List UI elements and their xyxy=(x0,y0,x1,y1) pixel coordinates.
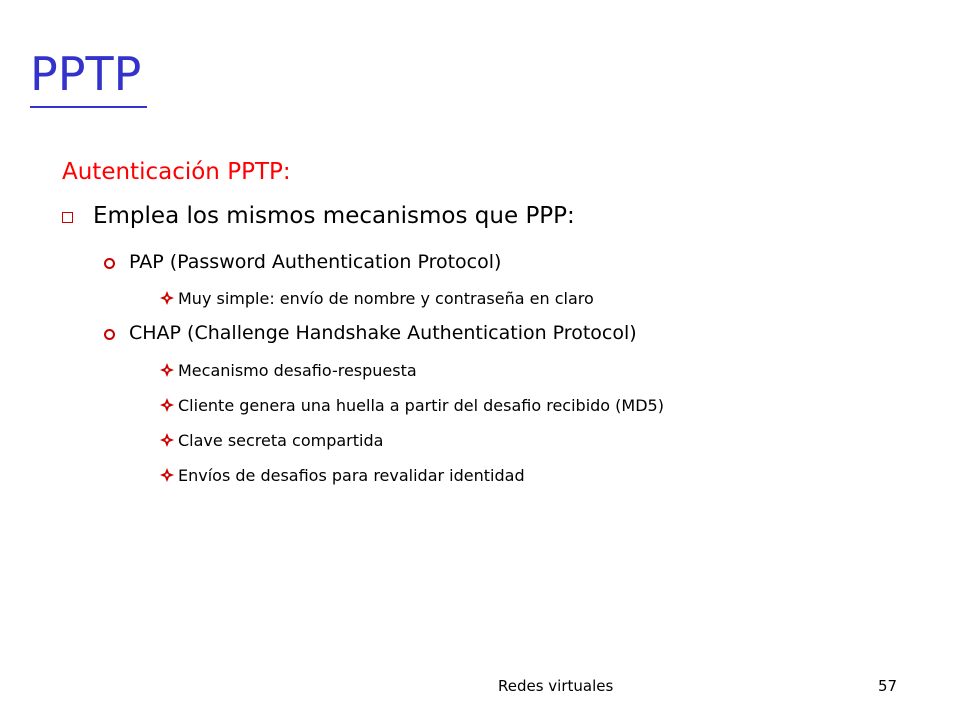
bullet-chap-item xyxy=(160,392,664,418)
section-subtitle: Autenticación PPTP: xyxy=(62,159,291,185)
footer-page-number: 57 xyxy=(878,677,898,695)
diamond-bullet-icon xyxy=(160,398,174,412)
slide-title: PPTP xyxy=(30,47,142,101)
title-underline xyxy=(30,106,147,108)
bullet-chap-item-text: Mecanismo desafio-respuesta xyxy=(178,360,417,380)
diamond-bullet-icon xyxy=(160,468,174,482)
bullet-main-text: Emplea los mismos mecanismos que PPP: xyxy=(93,203,575,229)
bullet-pap-item xyxy=(160,285,594,311)
square-bullet-icon xyxy=(62,212,73,223)
bullet-chap-item xyxy=(160,462,525,488)
circle-bullet-icon xyxy=(104,329,115,340)
bullet-pap-item-text: Muy simple: envío de nombre y contraseña en claro xyxy=(178,288,594,308)
diamond-bullet-icon xyxy=(160,433,174,447)
diamond-bullet-icon xyxy=(160,363,174,377)
diamond-bullet-icon xyxy=(160,291,174,305)
circle-bullet-icon xyxy=(104,258,115,269)
bullet-chap-item xyxy=(160,427,383,453)
bullet-chap xyxy=(104,318,637,348)
bullet-chap-text: CHAP (Challenge Handshake Authentication Protocol) xyxy=(129,322,637,344)
bullet-chap-item-text: Cliente genera una huella a partir del desafio recibido (MD5) xyxy=(178,395,664,415)
footer-section-name: Redes virtuales xyxy=(498,677,614,695)
bullet-chap-item-text: Envíos de desafios para revalidar identidad xyxy=(178,465,525,485)
bullet-chap-item xyxy=(160,357,417,383)
bullet-main xyxy=(62,198,575,234)
bullet-pap xyxy=(104,247,501,277)
bullet-chap-item-text: Clave secreta compartida xyxy=(178,430,384,450)
bullet-pap-text: PAP (Password Authentication Protocol) xyxy=(129,251,502,273)
